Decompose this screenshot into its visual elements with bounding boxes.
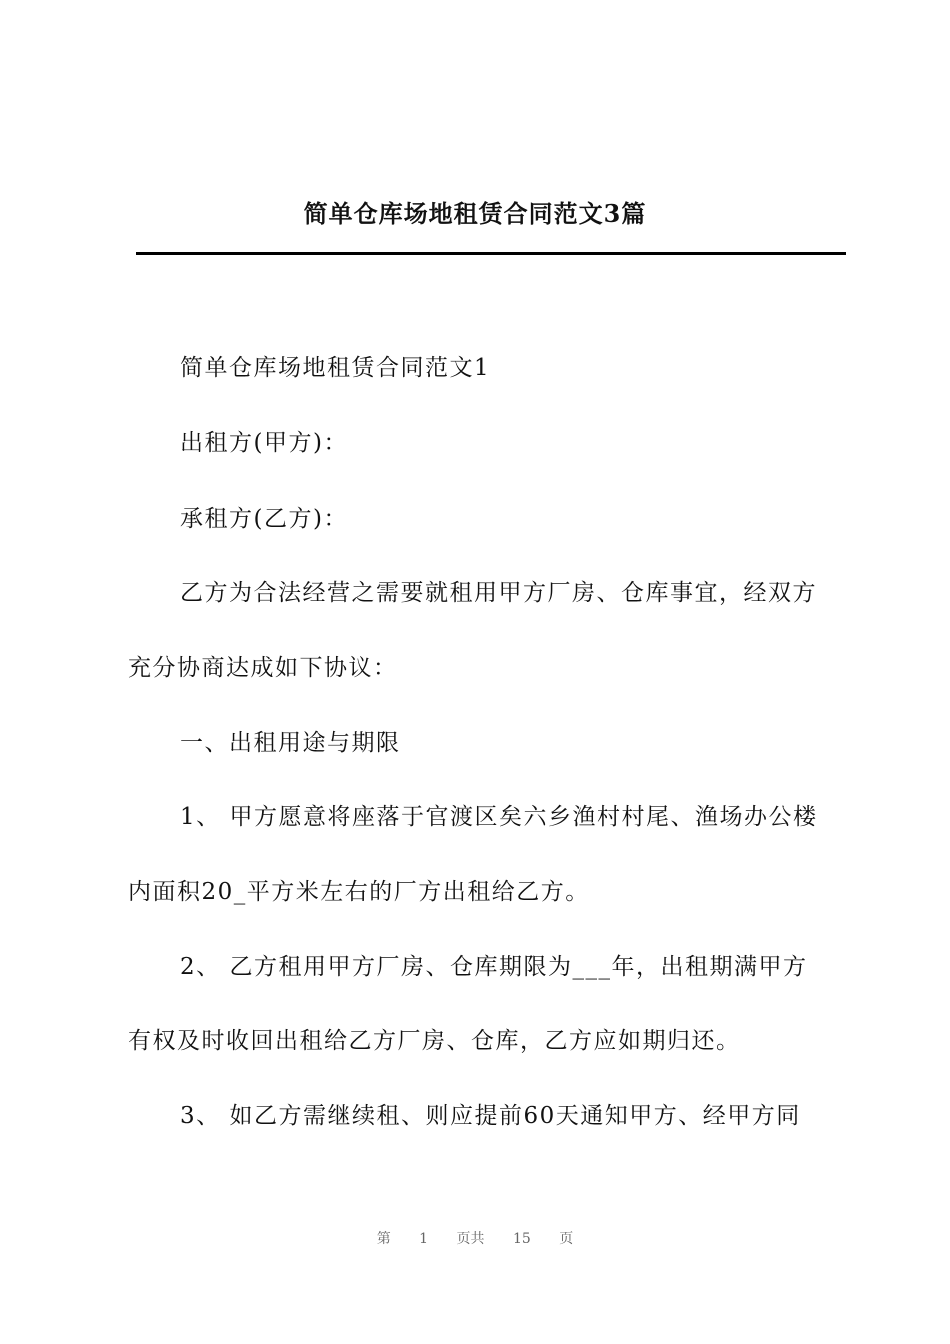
footer-label: 页共 (456, 1231, 485, 1247)
lessee-line: 承租方(乙方)： (180, 506, 348, 532)
paragraph-line: 1、 甲方愿意将座落于官渡区矣六乡渔村村尾、渔场办公楼 (180, 804, 818, 830)
document-title: 简单仓库场地租赁合同范文3篇 (303, 199, 647, 228)
paragraph-line: 乙方为合法经营之需要就租用甲方厂房、仓库事宜，经双方 (180, 580, 817, 606)
title-divider (136, 252, 846, 255)
paragraph-line: 内面积20_平方米左右的厂方出租给乙方。 (128, 879, 590, 905)
section-heading: 简单仓库场地租赁合同范文1 (180, 355, 491, 381)
clause-heading: 一、出租用途与期限 (180, 730, 401, 756)
current-page-number: 1 (419, 1231, 429, 1247)
paragraph-line: 3、 如乙方需继续租、则应提前60天通知甲方、经甲方同 (180, 1103, 801, 1129)
total-page-count: 15 (513, 1231, 531, 1247)
footer-label: 第 (376, 1231, 391, 1247)
paragraph-line: 有权及时收回出租给乙方厂房、仓库，乙方应如期归还。 (128, 1028, 741, 1054)
paragraph-line: 充分协商达成如下协议： (128, 655, 398, 681)
footer-label: 页 (559, 1231, 574, 1247)
paragraph-line: 2、 乙方租用甲方厂房、仓库期限为___年，出租期满甲方 (180, 954, 808, 980)
lessor-line: 出租方(甲方)： (180, 430, 348, 456)
page-footer (0, 1229, 950, 1249)
